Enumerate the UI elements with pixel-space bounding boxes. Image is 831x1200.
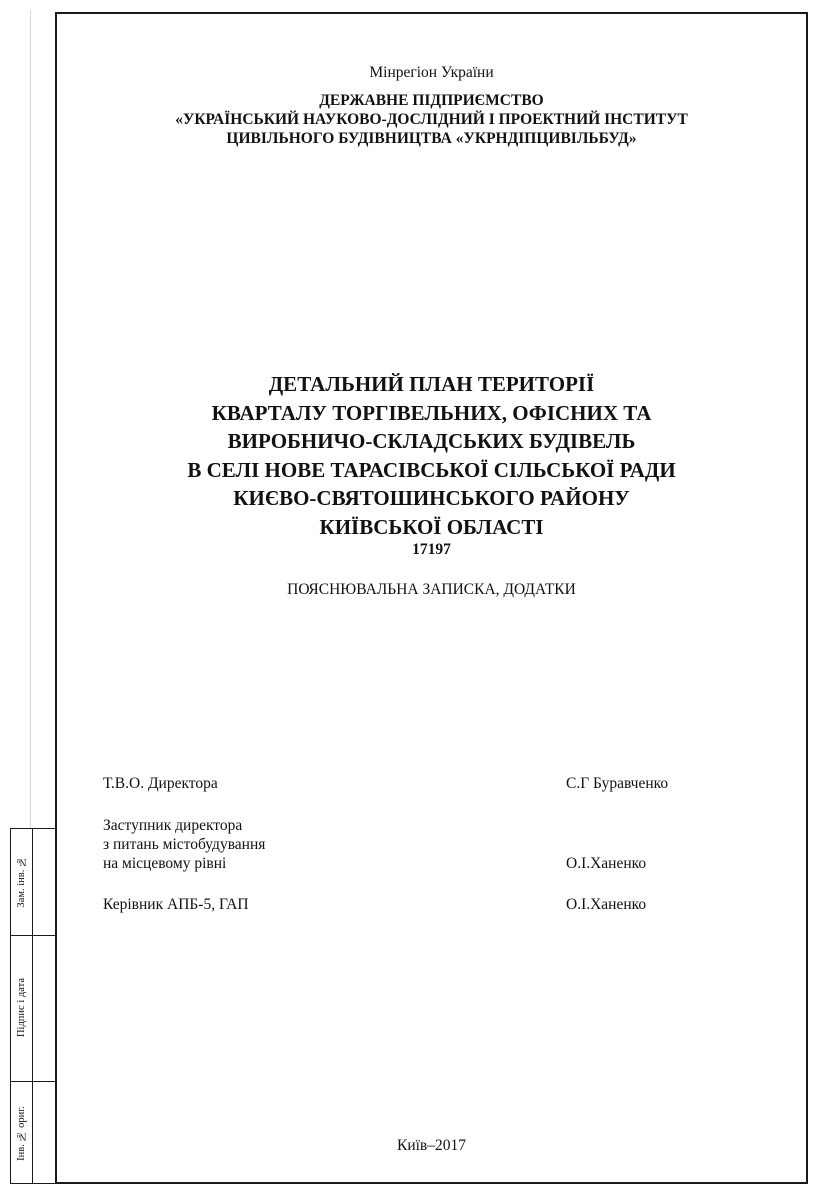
stamp-replaced-inv-no [11, 829, 32, 935]
stamp-orig-inv-no-label: Інв. № ориг. [16, 1105, 27, 1161]
signature-role-line: на місцевому рівні [103, 855, 227, 872]
title-line: В СЕЛІ НОВЕ ТАРАСІВСЬКОЇ СІЛЬСЬКОЇ РАДИ [187, 457, 676, 482]
side-stamp [10, 828, 55, 1184]
signature-name: О.І.Ханенко [566, 896, 647, 913]
signature-name: О.І.Ханенко [566, 855, 647, 872]
enterprise-name [55, 91, 808, 148]
stamp-replaced-inv-no-label: Зам. інв. № [16, 856, 27, 908]
signature-role [103, 895, 249, 914]
signature-role-line: з питань містобудування [103, 836, 266, 853]
title-line: КИЇВСЬКОЇ ОБЛАСТІ [319, 514, 544, 539]
enterprise-line: «УКРАЇНСЬКИЙ НАУКОВО-ДОСЛІДНИЙ І ПРОЕКТНИЙ ІНСТИТУТ [175, 111, 688, 128]
document-code: 17197 [412, 541, 451, 558]
signature-name: С.Г Буравченко [566, 775, 669, 792]
signature-role-line: Заступник директора [103, 817, 243, 834]
signature-role [103, 774, 218, 793]
signature-role-line: Т.В.О. Директора [103, 775, 218, 792]
signature-role-line: Керівник АПБ-5, ГАП [103, 896, 249, 913]
stamp-signature-date [11, 935, 32, 1081]
stamp-orig-inv-no [11, 1081, 32, 1185]
place-and-year: Київ–2017 [396, 1137, 466, 1154]
document-subtitle: ПОЯСНЮВАЛЬНА ЗАПИСКА, ДОДАТКИ [287, 581, 576, 598]
title-line: ВИРОБНИЧО-СКЛАДСЬКИХ БУДІВЕЛЬ [227, 429, 636, 453]
signature-role [103, 816, 265, 873]
document-title [55, 370, 808, 541]
title-line: ДЕТАЛЬНИЙ ПЛАН ТЕРИТОРІЇ [268, 372, 595, 396]
title-line: КВАРТАЛУ ТОРГІВЕЛЬНИХ, ОФІСНИХ ТА [211, 400, 652, 425]
binding-guide-line [30, 10, 31, 828]
stamp-column-divider [32, 829, 33, 1183]
ministry-name: Мінрегіон України [369, 64, 494, 81]
enterprise-line: ДЕРЖАВНЕ ПІДПРИЄМСТВО [319, 92, 544, 109]
enterprise-line: ЦИВІЛЬНОГО БУДІВНИЦТВА «УКРНДІПЦИВІЛЬБУД» [226, 130, 637, 147]
title-line: КИЄВО-СВЯТОШИНСЬКОГО РАЙОНУ [233, 486, 630, 510]
stamp-signature-date-label: Підпис і дата [16, 978, 27, 1038]
